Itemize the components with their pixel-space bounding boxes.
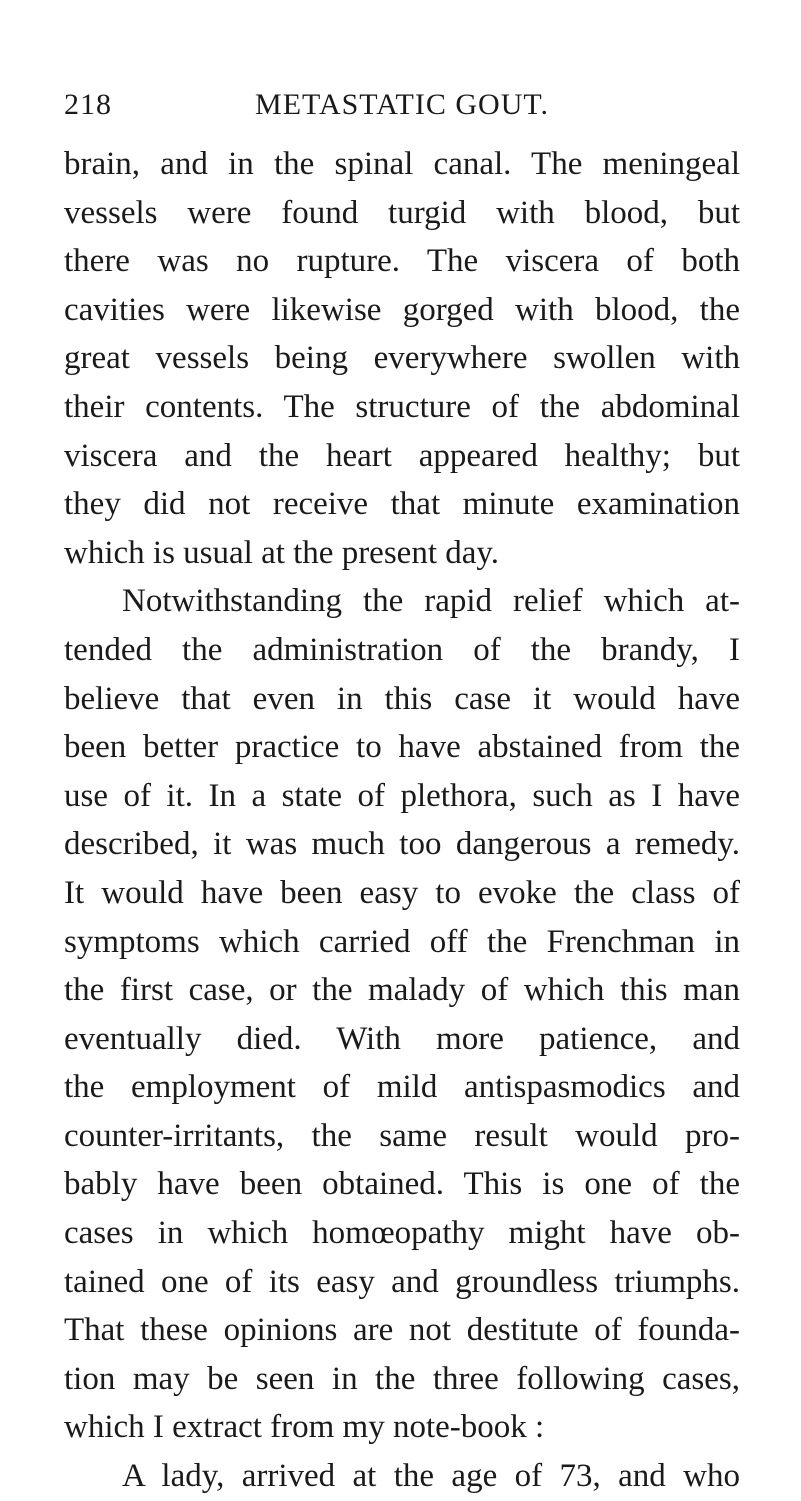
text-line: use of it. In a state of plethora, such as I have	[64, 777, 740, 814]
text-line: tained one of its easy and groundless triumphs.	[64, 1263, 740, 1300]
text-line: great vessels being everywhere swollen with	[64, 340, 740, 377]
text-line: which is usual at the present day.	[64, 534, 499, 571]
text-line: cases in which homœopathy might have ob-	[64, 1215, 740, 1252]
text-line: the first case, or the malady of which this man	[64, 972, 740, 1009]
running-title: METASTATIC GOUT.	[255, 88, 549, 121]
page-number: 218	[64, 88, 112, 121]
text-line: viscera and the heart appeared healthy; but	[64, 437, 740, 474]
text-line: symptoms which carried off the Frenchman in	[64, 923, 740, 960]
text-line: It would have been easy to evoke the class of	[64, 874, 740, 911]
text-line: That these opinions are not destitute of founda-	[64, 1312, 740, 1349]
text-line: described, it was much too dangerous a remedy.	[64, 826, 740, 863]
text-line: A lady, arrived at the age of 73, and who	[122, 1458, 740, 1495]
text-line: been better practice to have abstained from the	[64, 729, 740, 766]
running-head	[64, 88, 740, 128]
text-line: tended the administration of the brandy, I	[64, 631, 740, 668]
text-line: eventually died. With more patience, and	[64, 1020, 740, 1057]
text-line: the employment of mild antispasmodics and	[64, 1069, 740, 1106]
text-line: bably have been obtained. This is one of the	[64, 1166, 740, 1203]
text-line: their contents. The structure of the abdominal	[64, 388, 740, 425]
text-line: vessels were found turgid with blood, but	[64, 194, 740, 231]
text-line: Notwithstanding the rapid relief which at-	[122, 583, 740, 620]
text-line: which I extract from my note-book :	[64, 1409, 545, 1446]
text-line: believe that even in this case it would have	[64, 680, 740, 717]
text-line: cavities were likewise gorged with blood, the	[64, 291, 740, 328]
text-line: counter-irritants, the same result would pro-	[64, 1117, 740, 1154]
text-line: they did not receive that minute examination	[64, 486, 740, 523]
text-line: there was no rupture. The viscera of both	[64, 243, 740, 280]
text-line: tion may be seen in the three following cases,	[64, 1360, 740, 1397]
text-line: brain, and in the spinal canal. The meningeal	[64, 146, 740, 182]
body-text	[64, 140, 740, 1501]
